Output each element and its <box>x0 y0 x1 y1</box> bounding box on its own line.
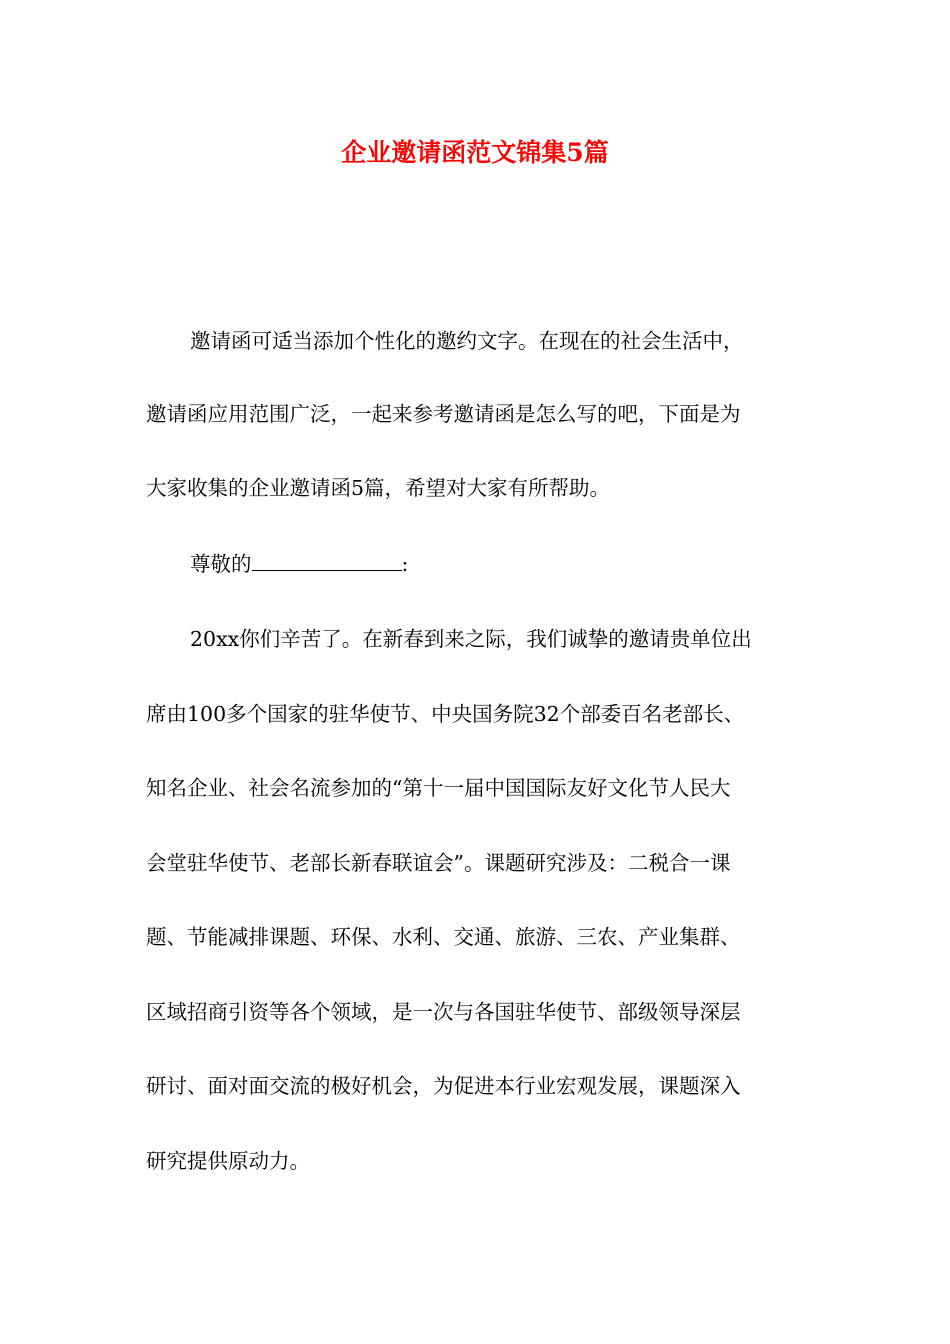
intro-line-1: 邀请函可适当添加个性化的邀约文字。在现在的社会生活中， <box>190 329 744 353</box>
intro-line-3: 大家收集的企业邀请函5篇，希望对大家有所帮助。 <box>146 476 611 500</box>
body-line-7: 研讨、面对面交流的极好机会，为促进本行业宏观发展，课题深入 <box>146 1074 741 1098</box>
salutation-suffix: : <box>401 552 409 576</box>
body-line-4: 会堂驻华使节、老部长新春联谊会”。课题研究涉及：二税合一课 <box>146 851 731 875</box>
salutation-prefix: 尊敬的 <box>190 552 252 576</box>
intro-line-2: 邀请函应用范围广泛，一起来参考邀请函是怎么写的吧，下面是为 <box>146 402 741 426</box>
body-line-5: 题、节能减排课题、环保、水利、交通、旅游、三农、产业集群、 <box>146 925 741 949</box>
document-title: 企业邀请函范文锦集5篇 <box>341 138 609 167</box>
body-line-6: 区域招商引资等各个领域，是一次与各国驻华使节、部级领导深层 <box>146 1000 741 1024</box>
body-line-8: 研究提供原动力。 <box>146 1149 310 1173</box>
recipient-blank <box>252 552 402 571</box>
body-line-3: 知名企业、社会名流参加的“第十一届中国国际友好文化节人民大 <box>146 776 731 800</box>
body-line-2: 席由100多个国家的驻华使节、中央国务院32个部委百名老部长、 <box>146 702 745 726</box>
salutation-line <box>190 548 806 580</box>
body-line-1: 20xx你们辛苦了。在新春到来之际，我们诚挚的邀请贵单位出 <box>190 627 752 651</box>
